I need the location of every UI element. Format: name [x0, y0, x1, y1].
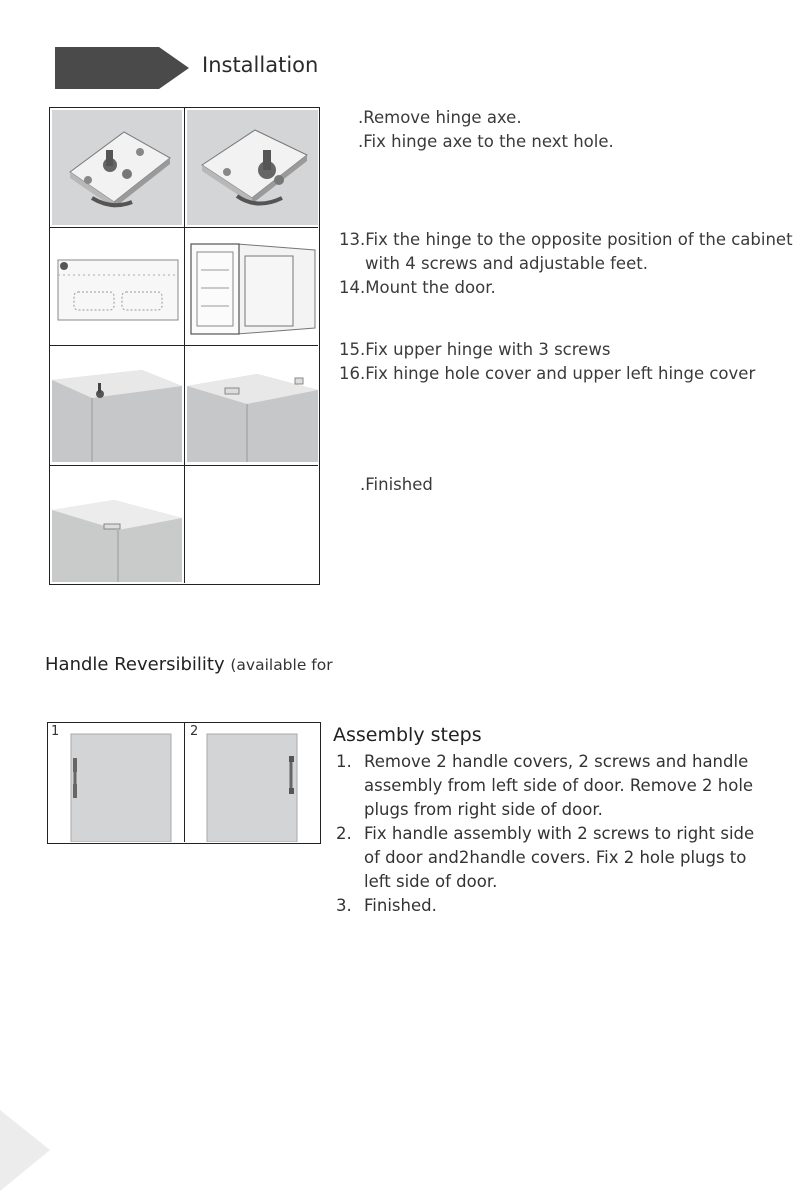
assembly-step-1-number: 1.: [336, 752, 352, 771]
step-15: [339, 338, 610, 362]
step-13-continued: with 4 screws and adjustable feet.: [365, 254, 648, 273]
section-arrow-banner: [55, 47, 189, 89]
assembly-step-line: Finished.: [364, 896, 437, 915]
finished-cabinet-image: [52, 468, 182, 582]
step-fix-hinge-axe: .Fix hinge axe to the next hole.: [358, 132, 614, 151]
grid-row-divider: [50, 465, 318, 466]
handle-subtitle-text: (available for: [230, 656, 333, 674]
installation-image-grid: [49, 107, 320, 585]
assembly-step-line: plugs from right side of door.: [364, 800, 603, 820]
page-title: Installation: [202, 53, 319, 77]
step-16: [339, 362, 755, 386]
step-13: [339, 228, 793, 252]
step-number: 16.: [339, 364, 366, 383]
handle-section-title: [45, 654, 333, 675]
handle-image-label-2: 2: [190, 724, 199, 739]
assembly-step-2: [364, 822, 794, 895]
assembly-step-2-number: 2.: [336, 824, 352, 843]
cabinet-hinge-diagram-image: [52, 230, 182, 343]
assembly-step-line: of door and2handle covers. Fix 2 hole plugs to: [364, 848, 747, 868]
assembly-step-3-number: 3.: [336, 896, 352, 915]
handle-title-text: Handle Reversibility: [45, 654, 225, 675]
handle-image-divider: [184, 723, 185, 842]
step-number: 15.: [339, 340, 366, 359]
assembly-step-line: left side of door.: [364, 872, 498, 892]
step-14: [339, 276, 496, 300]
step-remove-hinge-axe: .Remove hinge axe.: [358, 108, 522, 127]
hinge-axe-fixed-image: [187, 110, 318, 225]
step-finished: .Finished: [360, 475, 433, 494]
assembly-step-1: [364, 750, 794, 823]
handle-image-pair: [47, 722, 321, 844]
assembly-step-3: [364, 894, 794, 918]
grid-row-divider: [50, 345, 318, 346]
step-text: Fix upper hinge with 3 screws: [365, 340, 611, 359]
step-text: Fix hinge hole cover and upper left hinge cover: [365, 364, 756, 383]
hinge-axe-removed-image: [52, 110, 182, 225]
assembly-step-line: Fix handle assembly with 2 screws to right side: [364, 824, 755, 843]
grid-row-divider: [50, 227, 318, 228]
upper-hinge-screws-image: [52, 348, 182, 462]
hinge-cover-image: [187, 348, 318, 462]
handle-right-door-image: [187, 724, 319, 842]
assembly-step-line: assembly from left side of door. Remove 2 hole: [364, 776, 754, 796]
step-number: 14.: [339, 278, 366, 297]
handle-image-label-1: 1: [51, 724, 60, 739]
step-text: Mount the door.: [365, 278, 496, 297]
door-mounted-image: [187, 230, 318, 343]
step-text: Fix the hinge to the opposite position of the cabinet: [365, 230, 793, 249]
page-corner-tab: [0, 1110, 50, 1191]
assembly-step-line: Remove 2 handle covers, 2 screws and handle: [364, 752, 749, 771]
handle-left-door-image: [49, 724, 183, 842]
assembly-steps-heading: Assembly steps: [333, 724, 482, 746]
step-number: 13.: [339, 230, 366, 249]
